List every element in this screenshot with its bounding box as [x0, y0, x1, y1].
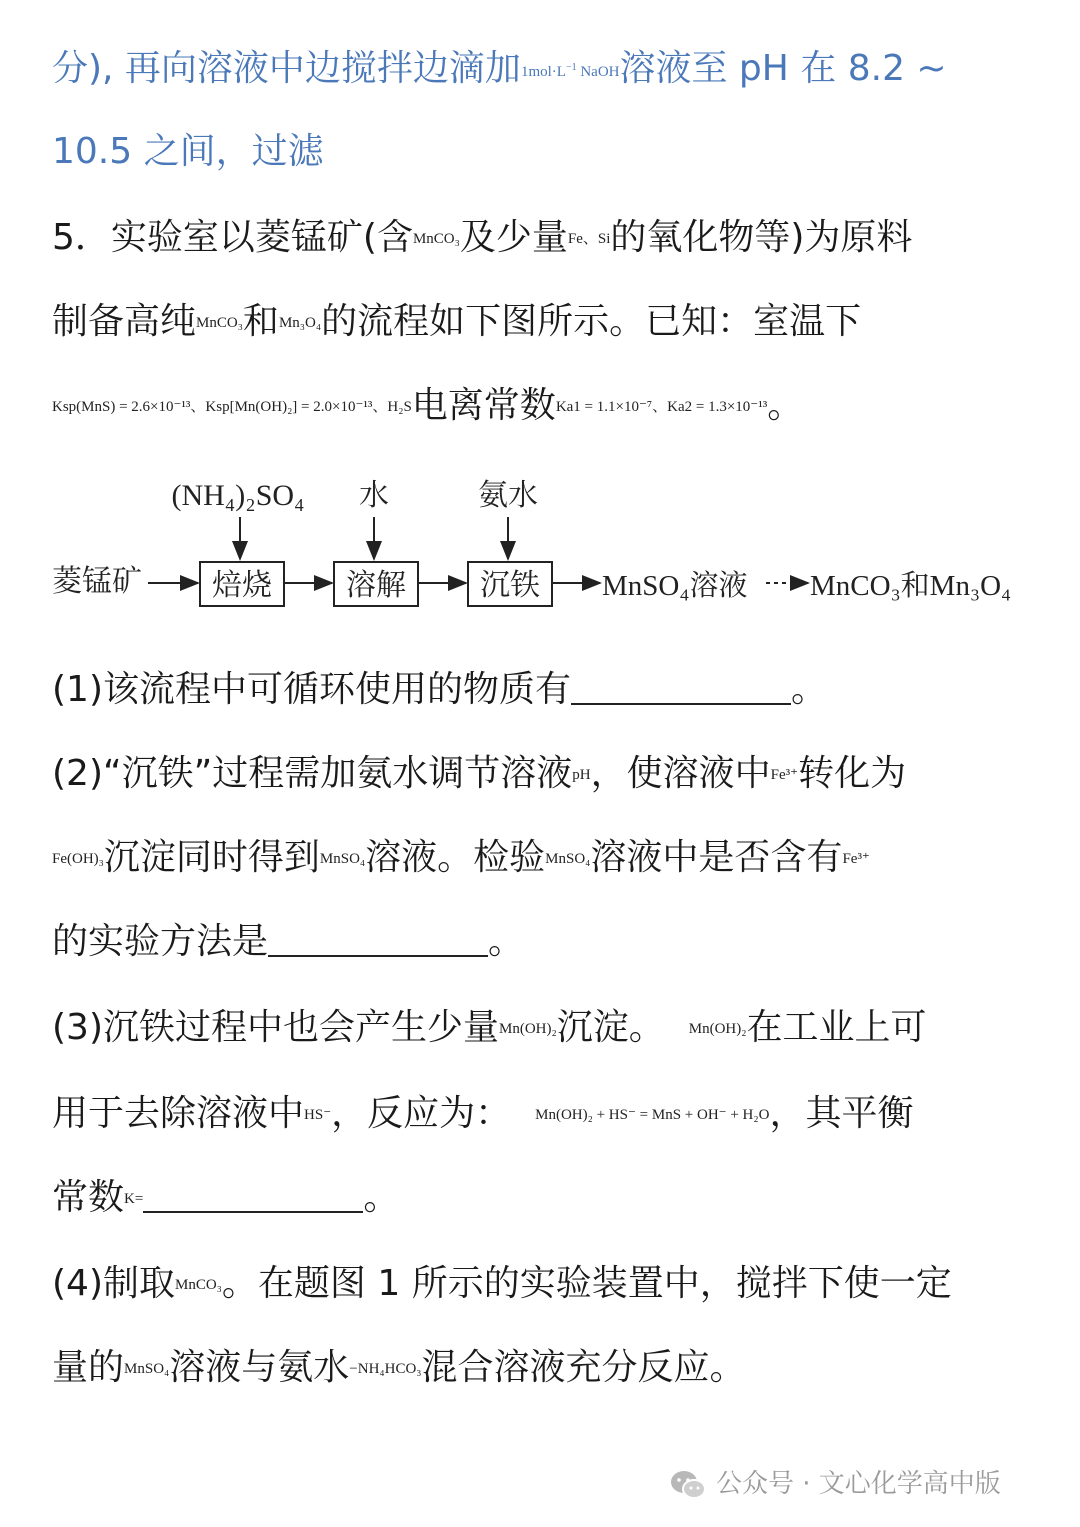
flow-box-dissolving-label: 溶解	[346, 569, 406, 602]
formula-mnso4: MnSO₄	[124, 1361, 170, 1377]
formula-hs: HS⁻	[304, 1107, 332, 1123]
process-flow-diagram	[0, 465, 1080, 625]
question-2-line-2: Fe(OH)₃沉淀同时得到MnSO₄溶液。检验MnSO₄溶液中是否含有Fe³⁺	[52, 837, 870, 878]
formula-mnco3: MnCO₃	[196, 315, 243, 331]
flow-product-final: MnCO₃和Mn₃O₄	[810, 570, 1012, 602]
footer-watermark	[668, 1462, 1068, 1506]
q5-line-1: 5．实验室以菱锰矿(含MnCO₃及少量Fe、Si的氧化物等)为原料	[52, 217, 913, 258]
question-3-line-3: 常数K= 。	[52, 1177, 400, 1218]
question-2-line-1: (2)“沉铁”过程需加氨水调节溶液pH，使溶液中Fe³⁺转化为	[52, 753, 907, 794]
formula-k: K=	[124, 1191, 144, 1207]
q5-line-2: 制备高纯MnCO₃和Mn₃O₄的流程如下图所示。已知：室温下	[52, 301, 862, 342]
formula-fe-si: Fe、Si	[567, 231, 611, 247]
answer-blank-2[interactable]	[268, 925, 488, 957]
question-3-line-1: (3)沉铁过程中也会产生少量Mn(OH)₂沉淀。 Mn(OH)₂在工业上可	[52, 1007, 927, 1048]
formula-mnoh2: Mn(OH)₂	[688, 1021, 747, 1037]
question-3-line-2: 用于去除溶液中HS⁻，反应为： Mn(OH)₂ + HS⁻ = MnS + OH⁻ + H₂O，其平衡	[52, 1093, 914, 1134]
formula-ksp: Ksp(MnS) = 2.6×10⁻¹³、Ksp[Mn(OH)₂] = 2.0×10⁻¹³、H₂S	[52, 399, 412, 415]
formula-mn3o4: Mn₃O₄	[278, 315, 322, 331]
formula-nh4hco3: −NH₄HCO₃	[349, 1361, 422, 1377]
footer-text: 公众号 · 文心化学高中版	[716, 1469, 1001, 1499]
formula-mnoh2: Mn(OH)₂	[499, 1021, 557, 1037]
intro-line-1	[52, 46, 1037, 94]
formula-fe3: Fe³⁺	[770, 767, 799, 783]
flow-box-roasting-label: 焙烧	[212, 569, 272, 602]
formula-fe3: Fe³⁺	[842, 851, 870, 867]
formula-mnso4: MnSO₄	[545, 851, 591, 867]
flow-product-mnso4-solution: MnSO₄溶液	[602, 570, 748, 602]
flow-input-ammonia: 氨水	[478, 479, 538, 512]
formula-ph: pH	[572, 767, 591, 783]
formula-reaction: Mn(OH)₂ + HS⁻ = MnS + OH⁻ + H₂O	[535, 1107, 770, 1123]
formula-concentration: $1mol\cdot L^{-1}$ NaOH	[520, 62, 620, 80]
flow-input-ammonium-sulfate: (NH₄)₂SO₄	[171, 479, 305, 512]
formula-feoh3: Fe(OH)₃	[52, 851, 104, 867]
flow-input-water: 水	[359, 479, 389, 512]
question-2-line-3: 的实验方法是 。	[52, 921, 525, 962]
flow-start-label: 菱锰矿	[52, 565, 142, 598]
formula-mnco3: MnCO₃	[412, 231, 460, 247]
formula-mnco3: MnCO₃	[175, 1277, 222, 1293]
wechat-icon	[668, 1465, 708, 1505]
question-4-line-2: 量的MnSO₄溶液与氨水−NH₄HCO₃混合溶液充分反应。	[52, 1347, 746, 1388]
question-4-line-1: (4)制取MnCO₃。在题图 1 所示的实验装置中，搅拌下使一定	[52, 1263, 952, 1304]
answer-blank-3[interactable]	[143, 1181, 363, 1213]
formula-ka: Ka1 = 1.1×10⁻⁷、Ka2 = 1.3×10⁻¹³	[555, 399, 768, 415]
q5-line-3: Ksp(MnS) = 2.6×10⁻¹³、Ksp[Mn(OH)₂] = 2.0×10⁻¹³、H₂S电离常数Ka1 = 1.1×10⁻⁷、Ka2 = 1.3×10⁻¹³。	[52, 385, 804, 426]
intro-text: 溶液至 pH 在 8.2 ~	[619, 48, 947, 89]
answer-blank-1[interactable]	[571, 673, 791, 705]
question-1: (1)该流程中可循环使用的物质有 。	[52, 669, 828, 710]
intro-text: 分), 再向溶液中边搅拌边滴加	[52, 48, 521, 89]
formula-mnso4: MnSO₄	[319, 851, 366, 867]
flow-box-iron-precipitation-label: 沉铁	[480, 569, 540, 602]
intro-line-2: 10.5 之间，过滤	[52, 131, 324, 172]
